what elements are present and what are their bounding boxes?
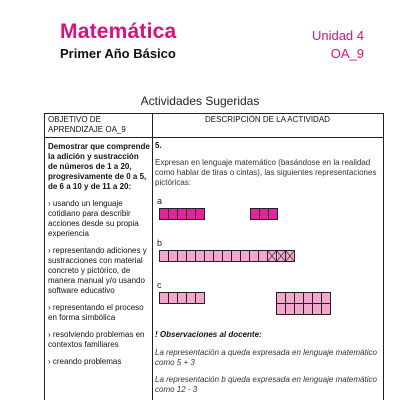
strip-c-right: [276, 292, 331, 315]
description-column-header: DESCRIPCIÓN DE LA ACTIVIDAD: [205, 115, 330, 124]
teacher-note: La representación b queda expresada en lenguaje matemático como 12 - 3: [155, 375, 377, 394]
strip-cell: [268, 208, 278, 220]
figure-label-a: a: [157, 196, 163, 206]
strip-a-right: [250, 208, 278, 220]
table-header-row: [45, 114, 383, 138]
objective-code: OA_9: [330, 46, 364, 61]
cross-mark-icon: [277, 251, 285, 261]
pictorial-figures: [155, 196, 381, 316]
document-header: [60, 20, 176, 61]
crossed-strip-cell: [285, 250, 295, 262]
objective-item: › representando el proceso en forma simbólica: [48, 303, 144, 322]
cross-mark-icon: [286, 251, 294, 261]
objective-item: › resolviendo problemas en contextos familiares: [48, 330, 145, 349]
column-divider: [152, 114, 153, 400]
objective-item: › representando adiciones y sustracciones con material concreto y pictórico, de manera manual y/o usando software educativo: [48, 246, 147, 295]
strip-c-left: [159, 292, 205, 304]
unit-info: [312, 27, 364, 63]
strip-cell: [195, 208, 205, 220]
objective-intro: Demostrar que comprende la adición y sustracción de números de 1 a 20, progresivamente de 0 a 5, de 6 a 10 y de 11 a 20:: [48, 142, 150, 191]
subject-title: Matemática: [60, 20, 177, 43]
grade-label: Primer Año Básico: [60, 46, 176, 61]
objective-column-header: OBJETIVO DE APRENDIZAJE OA_9: [48, 115, 126, 134]
section-title: Actividades Sugeridas: [140, 94, 260, 108]
activity-number: 5.: [155, 141, 162, 150]
figure-label-b: b: [157, 238, 163, 248]
activity-description: Expresan en lenguaje matemático (basándose en la realidad como hablar de tiras o cintas), las siguientes representaciones pictóricas:: [155, 158, 377, 187]
teacher-note: La representación a queda expresada en lenguaje matemático como 5 + 3: [155, 348, 377, 367]
strip-cell: [321, 303, 331, 315]
activity-description-cell: [155, 141, 381, 188]
strip-row: [276, 303, 331, 315]
strip-cell: [195, 292, 205, 304]
strip-b: [159, 250, 295, 262]
figure-label-c: c: [157, 280, 162, 290]
cross-mark-icon: [268, 251, 276, 261]
unit-label: Unidad 4: [311, 28, 364, 43]
objective-item: › creando problemas: [48, 357, 122, 366]
teacher-notes-title: ! Observaciones al docente:: [155, 330, 262, 339]
strip-a-left: [159, 208, 205, 220]
objective-item: › usando un lenguaje cotidiano para describir acciones desde su propia experiencia: [48, 199, 139, 238]
objective-cell: [48, 142, 150, 374]
